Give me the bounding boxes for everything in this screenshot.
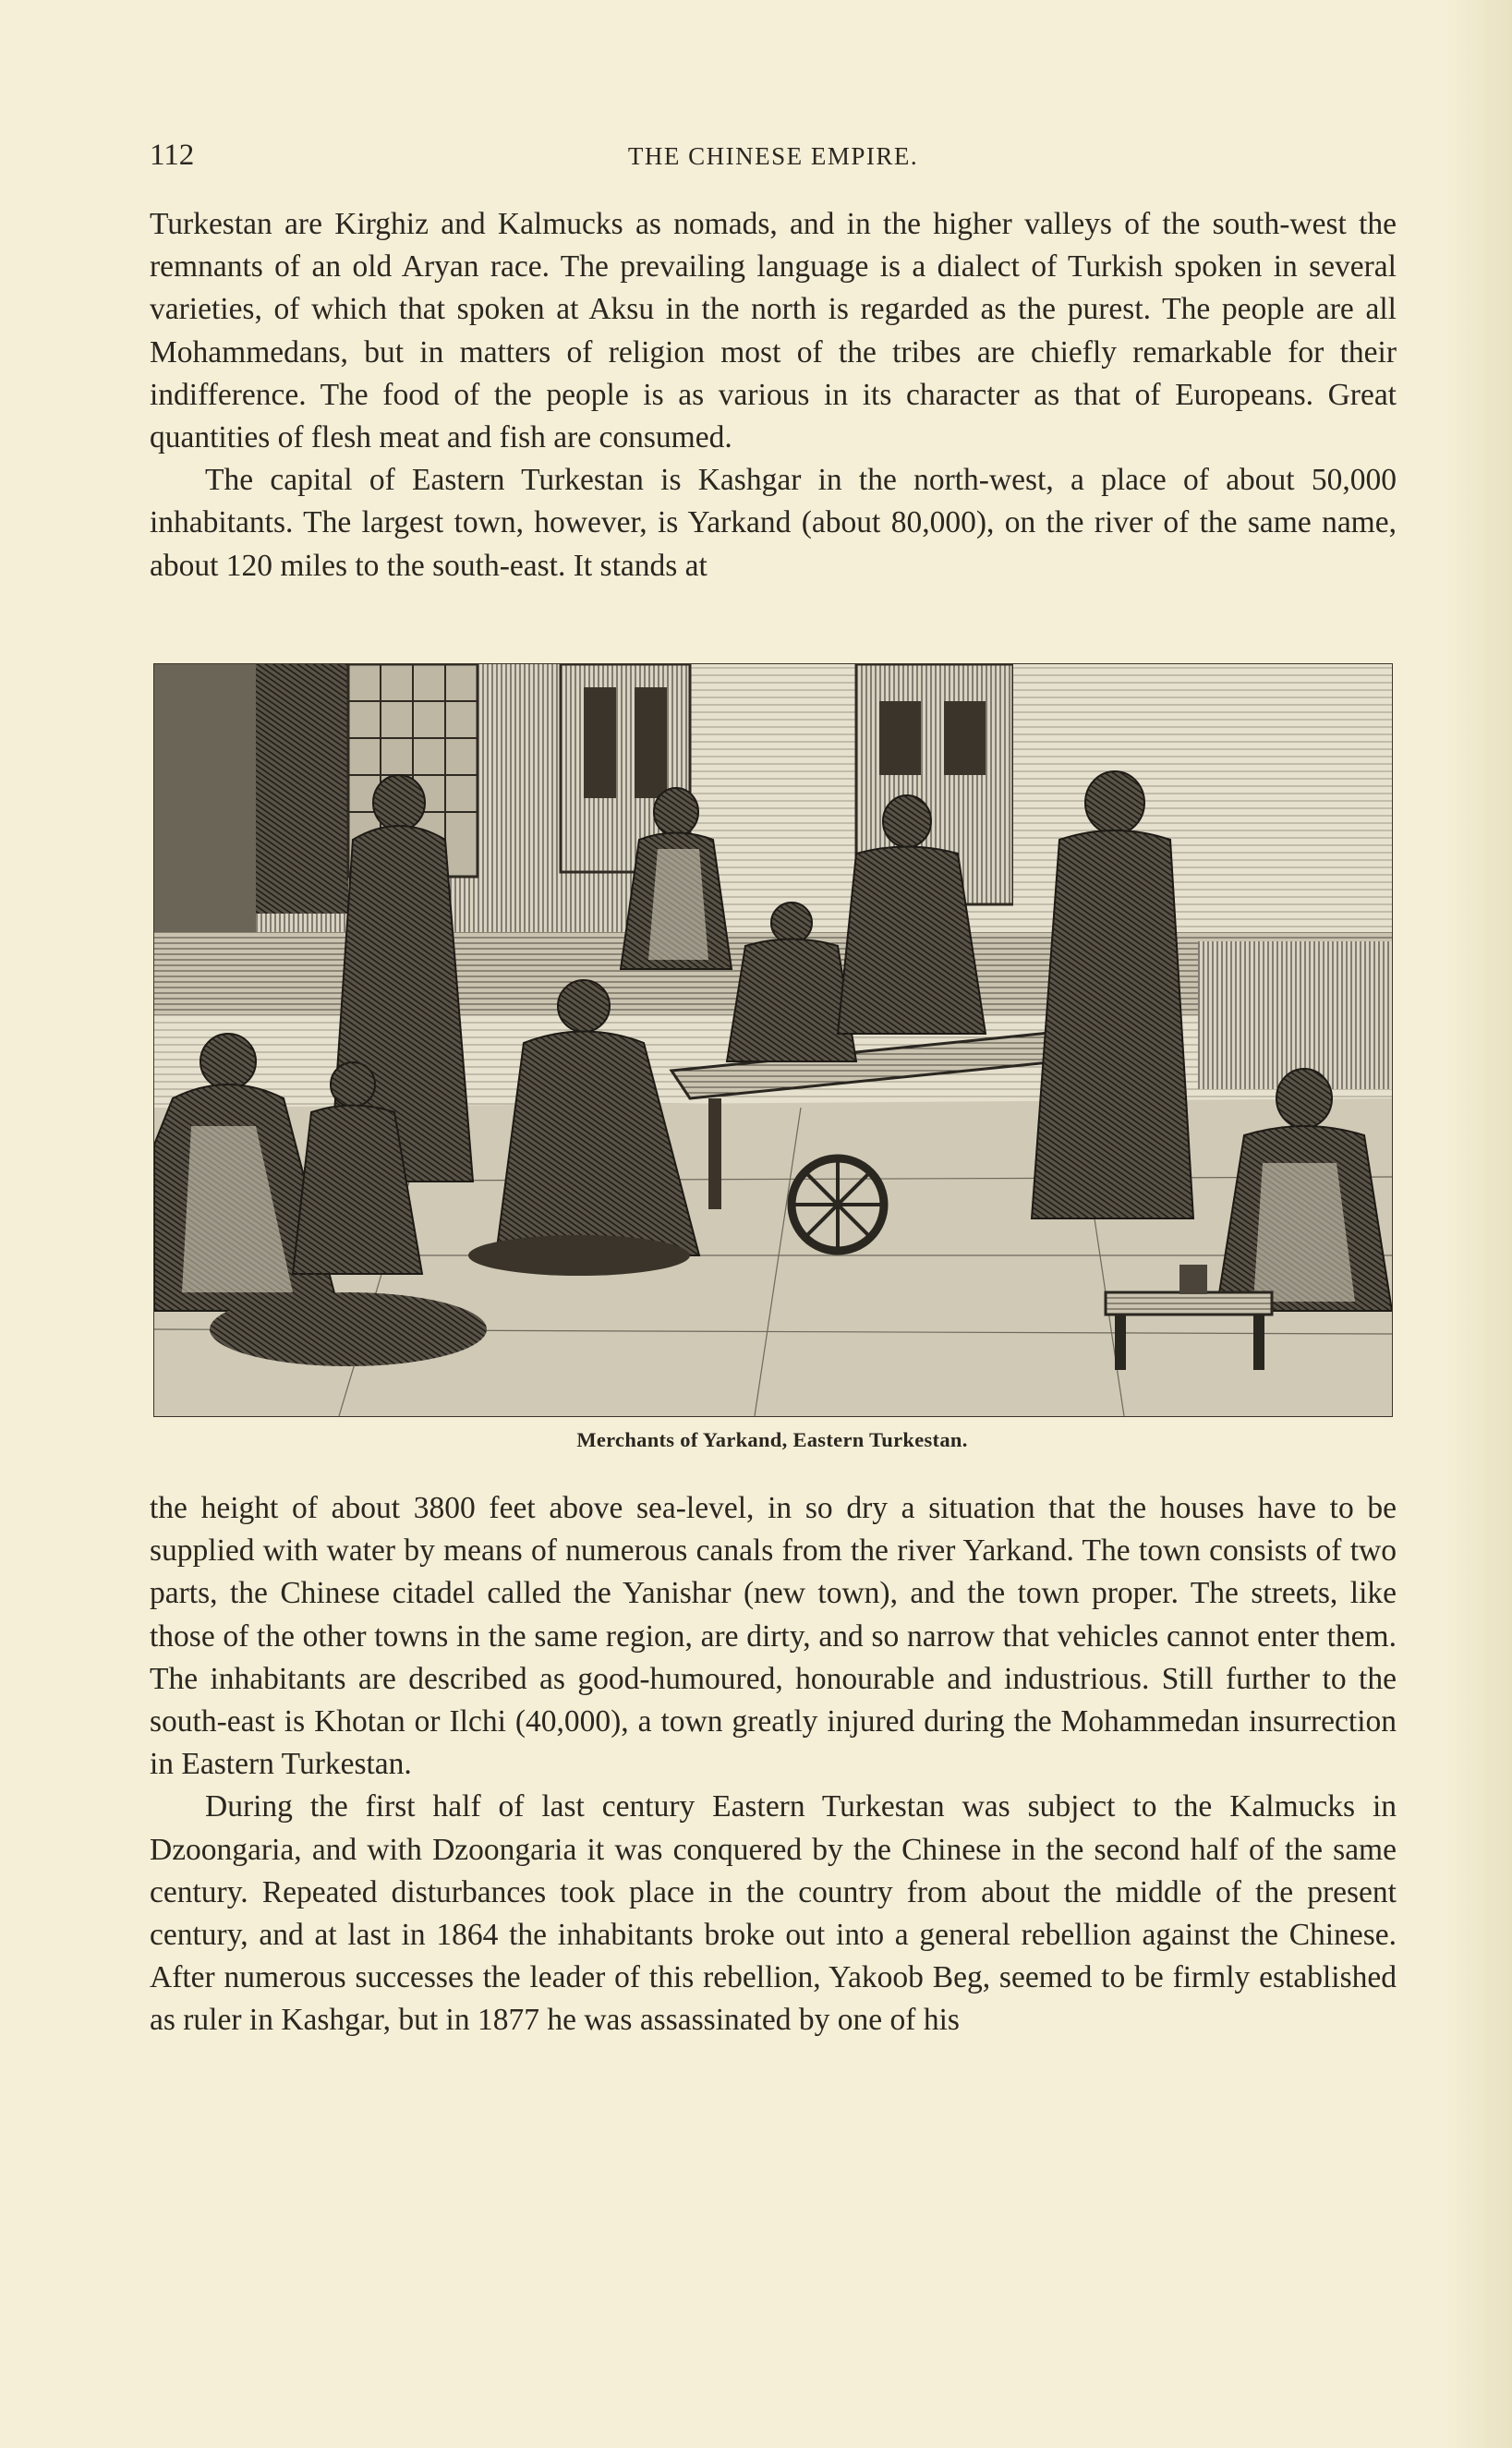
engraving-illustration	[153, 663, 1393, 1417]
page-number: 112	[150, 139, 195, 172]
running-head	[150, 139, 1397, 185]
text-block-bottom	[150, 1487, 1397, 2042]
figure-caption: Merchants of Yarkand, Eastern Turkestan.	[576, 1428, 968, 1451]
running-title: THE CHINESE EMPIRE.	[627, 142, 919, 170]
paragraph: the height of about 3800 feet above sea-level, in so dry a situation that the houses have to be supplied with water by means of numerous canals from the river Yarkand. The town consists of two parts, the Chinese citadel called the Yanishar (new town), and the town proper. The streets, like those of the other towns in the same region, are dirty, and so narrow that vehicles cannot enter them. The inhabitants are described as good-humoured, honourable and industrious. Still further to the south-east is Khotan or Ilchi (40,000), a town greatly injured during the Mohammedan insurrection in Eastern Turkestan.	[150, 1491, 1397, 1782]
paragraph: Turkestan are Kirghiz and Kalmucks as nomads, and in the higher valleys of the south-west the remnants of an old Aryan race. The prevailing language is a dialect of Turkish spoken in several varieties, of which that spoken at Aksu in the north is regarded as the purest. The people are all Mohammedans, but in matters of religion most of the tribes are chiefly remarkable for their indifference. The food of the people is as various in its character as that of Europeans. Great quantities of flesh meat and fish are consumed.	[150, 207, 1397, 455]
text-block-top	[150, 203, 1397, 588]
paragraph: During the first half of last century Eastern Turkestan was subject to the Kalmucks in Dzoongaria, and with Dzoongaria it was conquered by the Chinese in the second half of the same century. Repeated disturbances took place in the country from about the middle of the present century, and at last in 1864 the inhabitants broke out into a general rebellion against the Chinese. After numerous successes the leader of this rebellion, Yakoob Beg, seemed to be firmly established as ruler in Kashgar, but in 1877 he was assassinated by one of his	[150, 1789, 1397, 2038]
paragraph: The capital of Eastern Turkestan is Kashgar in the north-west, a place of about 50,000 inhabitants. The largest town, however, is Yarkand (about 80,000), on the river of the same name, about 120 miles to the south-east. It stands at	[150, 463, 1397, 583]
page-edge-shadow	[1447, 0, 1512, 2448]
